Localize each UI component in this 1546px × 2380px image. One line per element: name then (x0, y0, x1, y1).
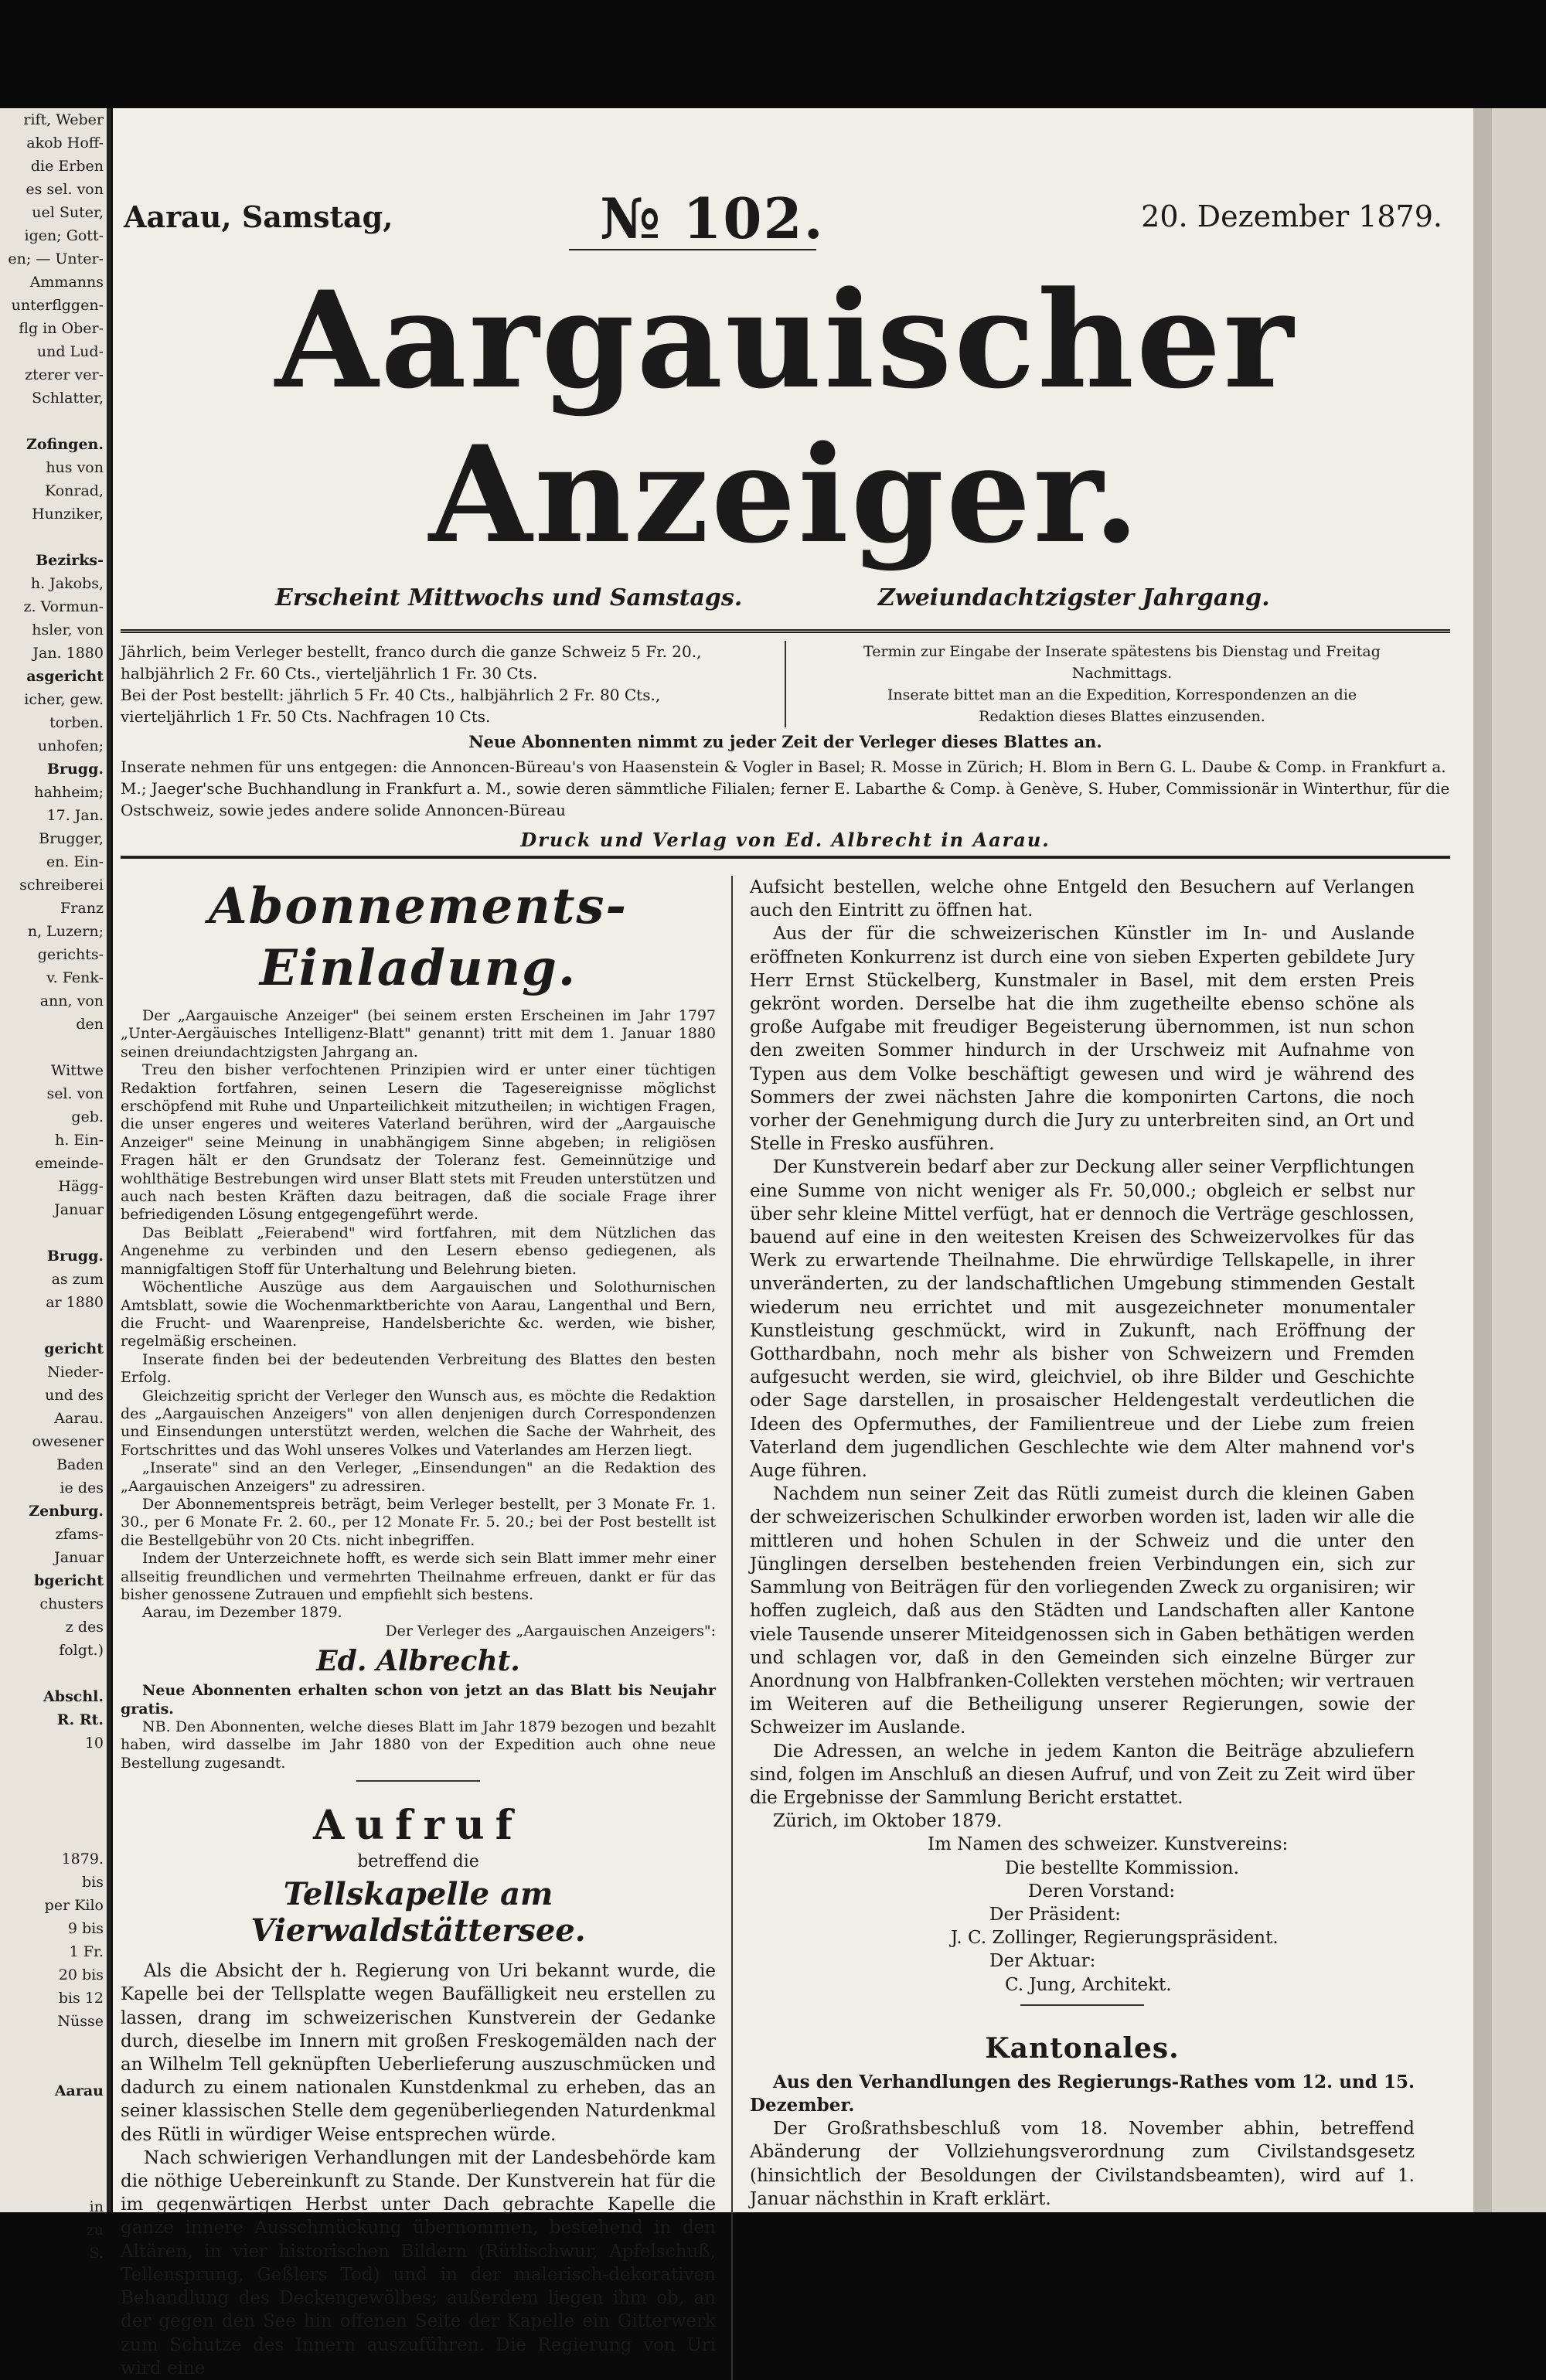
heavy-rule (121, 856, 1450, 859)
nb-note: NB. Den Abonnenten, welche dieses Blatt im Jahr 1879 bezogen und bezahlt haben, wird dasselbe im Jahr 1880 von der Expedition auch ohne neue Bestellung zugesandt. (121, 1718, 716, 1772)
article-paragraph: Treu den bisher verfochtenen Prinzipien wird er unter einer tüchtigen Redaktion fortfahren, seinen Lesern die Tagesereignisse möglichst erschöpfend mit Ruhe und Unparteilichkeit mitzutheilen; in wichtigen Fragen, die unser engeres und weiteres Vaterland berühren, wird der „Aargauische Anzeiger" seine Meinung in unabhängigem Sinne abgeben; in religiösen Fragen hält er den Grundsatz der Toleranz fest. Gemeinnützige und wohlthätige Bestrebungen wird unser Blatt stets mit Freuden unterstützen und auch nach besten Kräften dazu beitragen, daß die sociale Frage ihrer befriedigenden Lösung entgegengeführt werde. (121, 1061, 716, 1224)
edge-text-fragment: igen; Gott- (24, 227, 104, 244)
edge-text-fragment: geb. (71, 1108, 104, 1125)
masthead-title: Aargauischer Anzeiger. (274, 261, 1296, 573)
subscription-info (121, 641, 1450, 727)
article-paragraph: Aufsicht bestellen, welche ohne Entgeld den Besuchern auf Verlangen auch den Eintritt zu öffnen hat. (750, 877, 1415, 921)
article-paragraph: Der Kunstverein bedarf aber zur Deckung aller seiner Verpflichtungen eine Summe von nicht weniger als Fr. 50,000.; obgleich er selbst nur über sehr kleine Mittel verfügt, hat er dennoch die Verträge geschlossen, bauend auf eine in den weitesten Kreisen des Schweizervolkes für das Werk zu erwartende Theilnahme. Die ehrwürdige Tellskapelle, in ihrer unveränderten, zu der landschaftlichen Umgebung stimmenden Gestalt wiederum neu errichtet und mit ausgezeichneter monumentaler Kunstleistung geschmückt, wird in Zukunft, nach Eröffnung der Gotthardbahn, noch mehr als bisher von Schweizern und Fremden aufgesucht werden, sie wird, gleichviel, ob ihre Bilder und Geschichte oder Sage darstellen, in prosaischer Heldengestalt verdeutlichen die Ideen des Opfermuthes, der Familientreue und der Liebe zum freien Vaterland dem jugendlichen Geschlechte wie dem Alter mahnend vor's Auge führen. (750, 1157, 1415, 1482)
edge-text-fragment: Konrad, (45, 482, 104, 499)
signature-line: Die bestellte Kommission. (1005, 1857, 1239, 1878)
signature-line: J. C. Zollinger, Regierungspräsident. (951, 1928, 1279, 1949)
edge-text-fragment: emeinde- (35, 1155, 104, 1172)
subscriber-notice: Neue Abonnenten nimmt zu jeder Zeit der Verleger dieses Blattes an. (468, 732, 1102, 751)
edge-text-fragment (0, 2149, 107, 2172)
edge-text-fragment: Nüsse (57, 2013, 104, 2030)
section-heading-kantonales: Kantonales. (985, 2031, 1180, 2065)
edge-text-fragment: rift, Weber (23, 111, 104, 128)
edge-text-fragment (0, 1824, 107, 1847)
edge-text-fragment (0, 2172, 107, 2195)
edge-text-fragment: S. (89, 2245, 104, 2262)
edge-text-fragment: h. Ein- (55, 1132, 104, 1149)
edge-text-fragment: ann, von (39, 993, 104, 1010)
edge-text-fragment: 1 Fr. (69, 1943, 104, 1960)
edge-text-fragment: Baden (56, 1456, 104, 1473)
publication-frequency: Erscheint Mittwochs und Samstags. (275, 584, 743, 611)
article-paragraph: Inserate finden bei der bedeutenden Verbreitung des Blattes den besten Erfolg. (121, 1350, 716, 1387)
edge-text-fragment: zu (86, 2222, 104, 2239)
publisher-signature: Ed. Albrecht. (316, 1645, 520, 1678)
deadline-line: Termin zur Eingabe der Inserate spätestens bis Dienstag und Freitag (863, 643, 1381, 660)
issue-date: 20. Dezember 1879. (1141, 199, 1442, 233)
signature-line: Im Namen des schweizer. Kunstvereins: (928, 1834, 1289, 1855)
newspaper-page (113, 108, 1473, 2378)
edge-text-fragment: und des (45, 1387, 104, 1404)
edge-text-fragment: Nieder- (47, 1364, 104, 1381)
edge-text-fragment (0, 2126, 107, 2149)
edge-text-fragment: chusters (39, 1595, 104, 1612)
edge-text-fragment: n, Luzern; (27, 923, 104, 940)
edge-text-fragment (0, 1036, 107, 1059)
binding-shadow (1473, 108, 1492, 2212)
volume-year: Zweiundachtzigster Jahrgang. (878, 584, 1270, 611)
edge-text-fragment: in (89, 2198, 104, 2215)
deadline-block (794, 641, 1450, 727)
article-dateline: Aarau, im Dezember 1879. (142, 1604, 342, 1622)
appeal-heading: Aufruf (312, 1802, 524, 1850)
appeal-date: Zürich, im Oktober 1879. (773, 1811, 1003, 1832)
appeal-signatures (750, 1833, 1415, 1996)
edge-text-fragment: z des (65, 1619, 104, 1636)
issue-number: № 102. (600, 186, 825, 251)
edge-text-fragment: Ammanns (29, 274, 104, 291)
divider (569, 249, 816, 250)
article-paragraph: Der „Aargauische Anzeiger" (bei seinem ersten Erscheinen im Jahr 1797 „Unter-Aergäuisches Intelligenz-Blatt" genannt) tritt mit dem 1. Januar 1880 seinen dreiundachtzigsten Jahrgang an. (121, 1007, 716, 1061)
appeal-subject: Tellskapelle am Vierwaldstättersee. (250, 1876, 586, 1949)
edge-text-fragment: en; — Unter- (8, 250, 104, 267)
edge-text-fragment: bgericht (33, 1572, 104, 1589)
edge-text-fragment: Zofingen. (26, 436, 104, 453)
edge-text-fragment: owesener (32, 1433, 104, 1450)
edge-text-fragment: hus von (46, 459, 104, 476)
right-column (733, 876, 1415, 2380)
edge-text-fragment: hahheim; (34, 784, 104, 801)
edge-text-fragment: hsler, von (32, 621, 104, 638)
page-binding-edge (1473, 108, 1546, 2212)
double-rule (121, 629, 1450, 633)
edge-text-fragment: torben. (49, 714, 104, 731)
edge-text-fragment (0, 2103, 107, 2126)
signature-line: Der Aktuar: (989, 1951, 1096, 1972)
advertising-agencies: Inserate nehmen für uns entgegen: die Annoncen-Büreau's von Haasenstein & Vogler in Basel; R. Mosse in Zürich; H. Blom in Bern G. L. Daube & Comp. in Frankfurt a. M.; Jaeger'sche Buchhandlung in Frankfurt a. M., sowie deren sämmtliche Filialen; ferner E. Labarthe & Comp. à Genève, S. Huber, Commissionär in Winterthur, für die Ostschweiz, sowie jedes andere solide Annoncen-Büreau (121, 758, 1450, 819)
edge-text-fragment: bis (82, 1874, 104, 1891)
left-column (121, 876, 731, 2380)
new-subscribers-note: Neue Abonnenten erhalten schon von jetzt an das Blatt bis Neujahr gratis. (121, 1682, 716, 1718)
article-paragraph: Die Adressen, an welche in jedem Kanton die Beiträge abzuliefern sind, folgen im Anschluß an diesen Aufruf, und von Zeit zu Zeit wird über die Ergebnisse der Sammlung Bericht erstattet. (750, 1741, 1415, 1808)
edge-text-fragment: 1879. (61, 1851, 104, 1868)
signature-line: Deren Vorstand: (1028, 1881, 1176, 1902)
price-block (121, 641, 777, 727)
edge-text-fragment: v. Fenk- (46, 969, 104, 986)
edge-text-fragment: Brugg. (46, 1248, 104, 1265)
edge-text-fragment: zfams- (55, 1526, 104, 1543)
edge-text-fragment: Jan. 1880 (32, 645, 104, 662)
edge-text-fragment: flg in Ober- (19, 320, 104, 337)
edge-text-fragment: folgt.) (59, 1642, 104, 1659)
edge-text-fragment: unhofen; (37, 737, 104, 754)
deadline-line: Nachmittags. (1071, 665, 1173, 682)
deadline-line: Redaktion dieses Blattes einzusenden. (979, 708, 1265, 725)
edge-text-fragment (0, 2033, 107, 2056)
edge-text-fragment (0, 1314, 107, 1337)
price-line: Jährlich, beim Verleger bestellt, franco durch die ganze Schweiz 5 Fr. 20., (121, 642, 702, 661)
edge-text-fragment: ie des (60, 1479, 104, 1496)
issue-place: Aarau, Samstag, (124, 199, 393, 234)
edge-text-fragment (0, 526, 107, 549)
edge-text-fragment: akob Hoff- (26, 134, 104, 152)
edge-text-fragment: R. Rt. (56, 1711, 104, 1728)
edge-text-fragment: gericht (44, 1340, 104, 1357)
edge-text-fragment: bis 12 (58, 1990, 104, 2007)
edge-text-fragment: gerichts- (37, 946, 104, 963)
signature-line: Der Präsident: (989, 1904, 1121, 1925)
article-paragraph: Nach schwierigen Verhandlungen mit der Landesbehörde kam die nöthige Uebereinkunft zu Stande. Der Kunstverein hat für die im gegenwärtigen Herbst unter Dach gebrachte Kapelle die ganze innere Ausschmückung übernommen, bestehend in den Altären, in vier historischen Bildern (Rütlischwur, Apfelschuß, Tellensprung, Geßlers Tod) und in der malerisch-dekorativen Behandlung des Deckengewölbes; außerdem liegen ihm ob, an der gegen den See hin offenen Seite der Kapelle ein Gitterwerk zum Schutze des Innern auszuführen. Die Regierung von Uri wird eine (121, 2147, 716, 2378)
subscription-invitation-heading: Abonnements-Einladung. (209, 877, 628, 997)
divider (785, 641, 786, 727)
price-line: vierteljährlich 1 Fr. 50 Cts. Nachfragen 10 Cts. (121, 707, 491, 726)
edge-text-fragment: Hunziker, (32, 506, 104, 523)
edge-text-fragment: Franz (60, 900, 104, 917)
article-paragraph: Aus der für die schweizerischen Künstler im In- und Auslande eröffneten Konkurrenz ist durch eine von sieben Experten gebildete Jury Herr Ernst Stückelberg, Kunstmaler in Basel, mit dem ersten Preis gekrönt worden. Derselbe hat die ihm zugetheilte ebenso schöne als große Aufgabe mit freudiger Begeisterung übernommen, ist nun schon den zweiten Sommer hindurch in der Urschweiz mit Aufnahme von Typen aus dem Volke beschäftigt gewesen und wird je während des Sommers der zwei nächsten Jahre die komponirten Cartons, die noch vorher der Genehmigung durch die Jury zu unterbreiten sind, an Ort und Stelle in Fresko ausführen. (750, 924, 1415, 1155)
edge-text-fragment: 10 (84, 1735, 104, 1752)
edge-text-fragment: Abschl. (43, 1688, 104, 1705)
edge-text-fragment: schreiberei (19, 877, 104, 894)
article-paragraph: Gleichzeitig spricht der Verleger den Wunsch aus, es möchte die Redaktion des „Aargauischen Anzeigers" von allen denjenigen durch Correspondenzen und Einsendungen unterstützt werden, welchen die Sache der Wahrheit, des Fortschrittes und das Wohl unseres Volkes und Vaterlandes am Herzen liegt. (121, 1387, 716, 1459)
edge-text-fragment: zterer ver- (25, 366, 104, 383)
edge-text-fragment: ar 1880 (46, 1294, 104, 1311)
article-paragraph: „Inserate" sind an den Verleger, „Einsendungen" an die Redaktion des „Aargauischen Anzeigers" zu adressiren. (121, 1459, 716, 1495)
edge-text-fragment: 17. Jan. (46, 807, 104, 824)
edge-text-fragment: z. Vormun- (23, 598, 104, 615)
edge-text-fragment (0, 2056, 107, 2079)
edge-text-fragment: Brugg. (46, 761, 104, 778)
printer-imprint: Druck und Verlag von Ed. Albrecht in Aarau. (520, 829, 1051, 851)
edge-text-fragment: Wittwe (50, 1062, 104, 1079)
divider (1020, 2004, 1144, 2006)
divider (356, 1780, 480, 1782)
edge-text-fragment: Aarau (54, 2082, 104, 2099)
price-line: halbjährlich 2 Fr. 60 Cts., vierteljährlich 1 Fr. 30 Cts. (121, 664, 538, 683)
article-paragraph: Indem der Unterzeichnete hofft, es werde sich sein Blatt immer mehr einer allseitig freundlichen und vermehrten Theilnahme erfreuen, dankt er für das bisher genossene Zutrauen und empfiehlt sich bestens. (121, 1550, 716, 1603)
article-paragraph: Nachdem nun seiner Zeit das Rütli zumeist durch die kleinen Gaben der schweizerischen Schulkinder erworben worden ist, laden wir alle die mittleren und hohen Schulen in der Schweiz und die unter den Jünglingen derselben bestehenden freien Verbindungen ein, sich zur Sammlung von Beiträgen für den vorliegenden Zweck zu organisiren; wir hoffen zugleich, daß aus den Städten und Landschaften aller Kantone viele Tausende unserer Miteidgenossen sich in Gaben bethätigen werden und schlagen vor, daß in den Gemeinden sich einzelne Bürger zur Anordnung von Halbfranken-Collekten verstehen möchten; wir vertrauen im Weiteren auf die Betheiligung unserer Regierungen, sowie der Schweizer im Auslande. (750, 1484, 1415, 1738)
edge-text-fragment: es sel. von (26, 181, 104, 198)
edge-text-fragment: en. Ein- (46, 853, 104, 870)
edge-text-fragment: Bezirks- (36, 552, 104, 569)
edge-text-fragment: Brugger, (39, 830, 104, 847)
edge-text-fragment (0, 1662, 107, 1685)
edge-text-fragment: per Kilo (44, 1897, 104, 1914)
edge-text-fragment: 20 bis (58, 1966, 104, 1983)
edge-text-fragment: Zenburg. (29, 1503, 104, 1520)
edge-text-fragment: die Erben (30, 158, 104, 175)
edge-text-fragment: Hägg- (58, 1178, 104, 1195)
edge-text-fragment (0, 1778, 107, 1801)
edge-text-fragment: sel. von (46, 1085, 104, 1102)
edge-text-fragment: uel Suter, (32, 204, 104, 221)
dateline (121, 186, 1450, 255)
masthead-subline (121, 577, 1450, 623)
edge-text-fragment: Aarau. (54, 1410, 104, 1427)
article-paragraph: Als die Absicht der h. Regierung von Uri bekannt wurde, die Kapelle bei der Tellsplatte wegen Baufälligkeit neu erstellen zu lassen, drang im schweizerischen Kunstverein der Gedanke durch, dieselbe im Innern mit großen Freskogemälden nach der an Wilhelm Tell geknüpften Ueberlieferung auszuschmücken und dadurch zu einem nationalen Kunstdenkmal zu erheben, das an seiner klassischen Stelle dem gegenüberliegenden Naturdenkmal des Rütli in würdiger Weise entsprechen würde. (121, 1961, 716, 2145)
appeal-betreffend: betreffend die (357, 1852, 479, 1872)
edge-text-fragment: Januar (54, 1549, 104, 1566)
edge-text-fragment: icher, gew. (24, 691, 104, 708)
edge-text-fragment: unterflggen- (11, 297, 104, 314)
edge-text-fragment: 9 bis (67, 1920, 104, 1937)
signature-line: C. Jung, Architekt. (1005, 1974, 1172, 1995)
edge-text-fragment: Januar (54, 1201, 104, 1218)
edge-text-fragment: asgericht (26, 668, 104, 685)
edge-text-fragment: Schlatter, (32, 390, 104, 407)
edge-text-fragment (0, 1755, 107, 1778)
adjacent-page-edge (0, 108, 111, 2262)
edge-text-fragment: und Lud- (36, 343, 104, 360)
article-paragraph: Der Großrathsbeschluß vom 18. November abhin, betreffend Abänderung der Vollziehungsverordnung zum Civilstandsgesetz (hinsichtlich der Besoldungen der Civilstandsbeamten), wird auf 1. Januar nächsthin in Kraft erklärt. (750, 2119, 1415, 2209)
price-line: Bei der Post bestellt: jährlich 5 Fr. 40 Cts., halbjährlich 2 Fr. 80 Cts., (121, 686, 661, 704)
edge-text-fragment (0, 1801, 107, 1824)
article-paragraph: Der Abonnementspreis beträgt, beim Verleger bestellt, per 3 Monate Fr. 1. 30., per 6 Monate Fr. 2. 60., per 12 Monate Fr. 5. 20.; bei der Post bestellt ist die Bestellgebühr von 20 Cts. nicht inbegriffen. (121, 1495, 716, 1549)
deadline-line: Inserate bittet man an die Expedition, Korrespondenzen an die (887, 686, 1357, 703)
edge-text-fragment: as zum (51, 1271, 104, 1288)
council-intro: Aus den Verhandlungen des Regierungs-Rathes vom 12. und 15. Dezember. (750, 2071, 1415, 2116)
edge-text-fragment (0, 410, 107, 433)
edge-text-fragment: h. Jakobs, (30, 575, 104, 592)
article-paragraph: Das Beiblatt „Feierabend" wird fortfahren, mit dem Nützlichen das Angenehme zu verbinden und den Lesern ebenso gediegenen, als mannigfaltigen Stoff für Unterhaltung und Belehrung bieten. (121, 1224, 716, 1278)
edge-text-fragment: den (76, 1016, 104, 1033)
publisher-line: Der Verleger des „Aargauischen Anzeigers": (385, 1622, 716, 1639)
edge-text-fragment (0, 1221, 107, 1244)
article-paragraph: Wöchentliche Auszüge aus dem Aargauischen und Solothurnischen Amtsblatt, sowie die Wochenmarktberichte von Aarau, Langenthal und Bern, die Frucht- und Waarenpreise, Handelsberichte &c. werden, wie bisher, regelmäßig erscheinen. (121, 1279, 716, 1350)
